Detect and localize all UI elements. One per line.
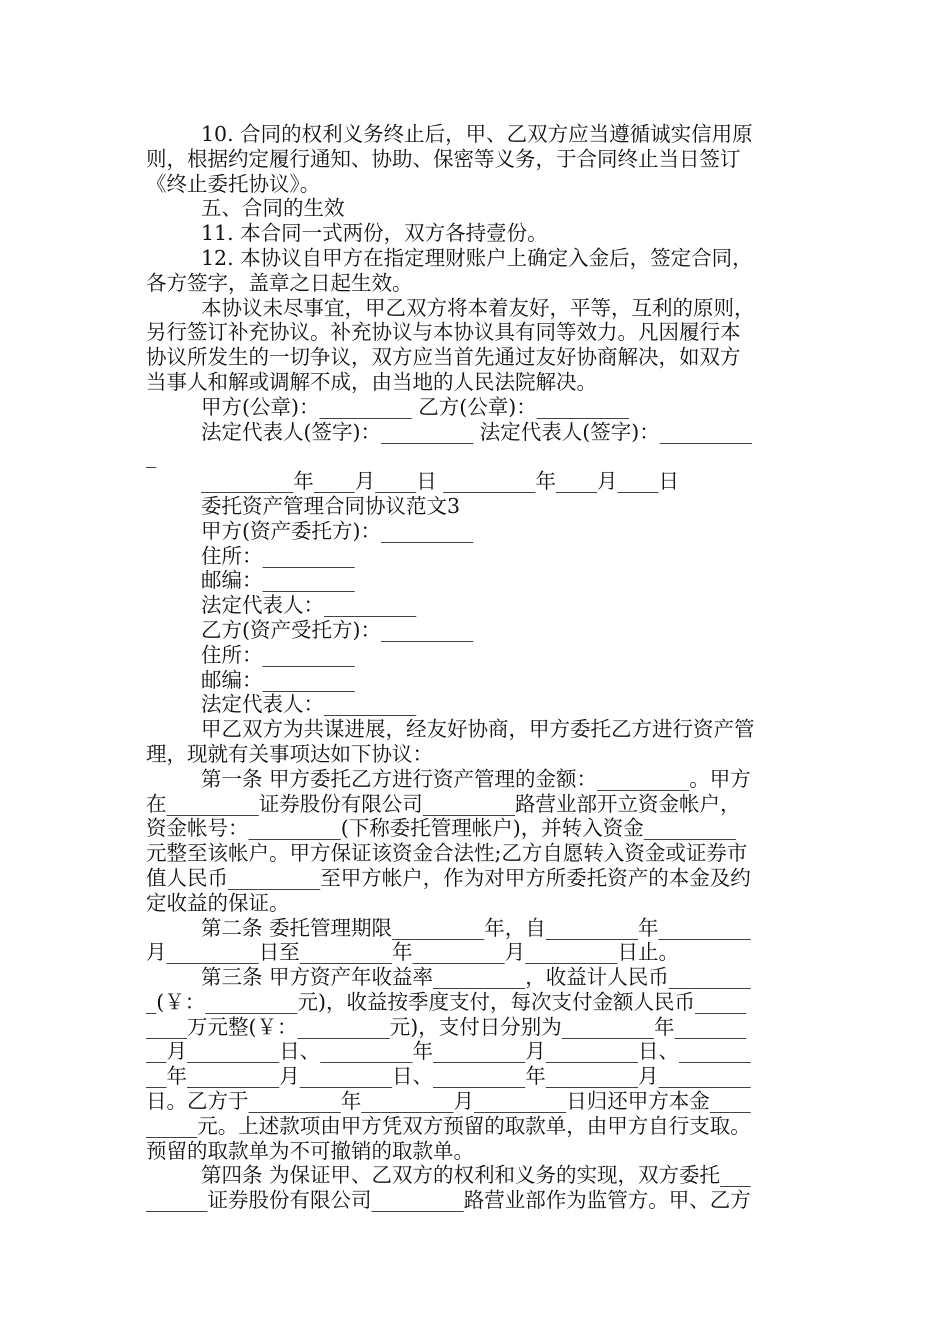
text-line: 值人民币_________至甲方帐户，作为对甲方所委托资产的本金及约 (146, 865, 751, 890)
text-line: __年_________月_________日、_________年_________月_________ (146, 1064, 751, 1089)
text-line: 定收益的保证。 (146, 890, 290, 915)
text-line: ____万元整(￥：_________元)，支付日分别为_________年_______ (146, 1014, 747, 1039)
text-line: 甲方(公章)：_________ 乙方(公章)：_________ (201, 394, 630, 419)
text-line: 协议所发生的一切争议，双方应当首先通过友好协商解决，如双方 (146, 345, 741, 370)
document-body (146, 122, 806, 1213)
text-line: 本协议未尽事宜，甲乙双方将本着友好，平等，互利的原则， (201, 295, 755, 320)
text-line: 资金帐号：_________(下称委托管理帐户)，并转入资金_________ (146, 816, 736, 841)
text-line: 当事人和解或调解不成，由当地的人民法院解决。 (146, 369, 597, 394)
text-line: 邮编：_________ (201, 667, 355, 692)
text-line: 住所：_________ (201, 642, 355, 667)
text-line: 另行签订补充协议。补充协议与本协议具有同等效力。凡因履行本 (146, 320, 741, 345)
text-line: ______证券股份有限公司_________路营业部作为监管方。甲、乙方 (146, 1188, 751, 1213)
text-line: 法定代表人：_________ (201, 593, 417, 618)
text-line: _(￥：_________元)，收益按季度支付，每次支付金额人民币_____ (146, 989, 747, 1014)
text-line: 在_________证券股份有限公司_________路营业部开立资金帐户， (146, 791, 741, 816)
text-line: 《终止委托协议》。 (146, 171, 321, 196)
text-line: 第二条 委托管理期限_________年，自_________年_________ (201, 915, 751, 940)
text-line: 邮编：_________ (201, 568, 355, 593)
text-line: 第一条 甲方委托乙方进行资产管理的金额：_________。甲方 (201, 766, 751, 791)
text-line: 法定代表人(签字)：_________ 法定代表人(签字)：_________ (201, 419, 753, 444)
text-line: 元整至该帐户。甲方保证该资金合法性;乙方自愿转入资金或证券市 (146, 841, 748, 866)
text-line: 住所：_________ (201, 543, 355, 568)
text-line: 日。乙方于_________年_________月_________日归还甲方本金____ (146, 1089, 751, 1114)
text-line: 月_________日至_________年_________月_________日止。 (146, 940, 679, 965)
text-line: 法定代表人：_________ (201, 692, 417, 717)
text-line: _____元。上述款项由甲方凭双方预留的取款单，由甲方自行支取。 (146, 1113, 751, 1138)
text-line: 五、合同的生效 (201, 196, 345, 221)
text-line: 10. 合同的权利义务终止后，甲、乙双方应当遵循诚实信用原 (201, 122, 753, 146)
text-line: 乙方(资产受托方)：_________ (201, 617, 474, 642)
text-line: 理，现就有关事项达如下协议： (146, 741, 433, 766)
text-line: __月_________日、_________年_________月_________日、_______ (146, 1039, 751, 1064)
text-line: 委托资产管理合同协议范文3 (201, 493, 461, 518)
text-line: 甲乙双方为共谋进展，经友好协商，甲方委托乙方进行资产管 (201, 717, 755, 742)
text-line: 第四条 为保证甲、乙双方的权利和义务的实现，双方委托___ (201, 1163, 751, 1188)
text-line: 则，根据约定履行通知、协助、保密等义务，于合同终止当日签订 (146, 146, 741, 171)
text-line: 各方签字，盖章之日起生效。 (146, 270, 413, 295)
text-line: 甲方(资产委托方)：_________ (201, 518, 474, 543)
text-line: 预留的取款单为不可撤销的取款单。 (146, 1138, 474, 1163)
text-line: _ (146, 444, 157, 469)
text-line: 11. 本合同一式两份，双方各持壹份。 (201, 221, 548, 246)
text-line: 第三条 甲方资产年收益率_________，收益计人民币________ (201, 965, 751, 990)
text-line: _________年____月____日 _________年____月____日 (201, 469, 680, 494)
text-line: 12. 本协议自甲方在指定理财账户上确定入金后，签定合同， (201, 245, 753, 270)
